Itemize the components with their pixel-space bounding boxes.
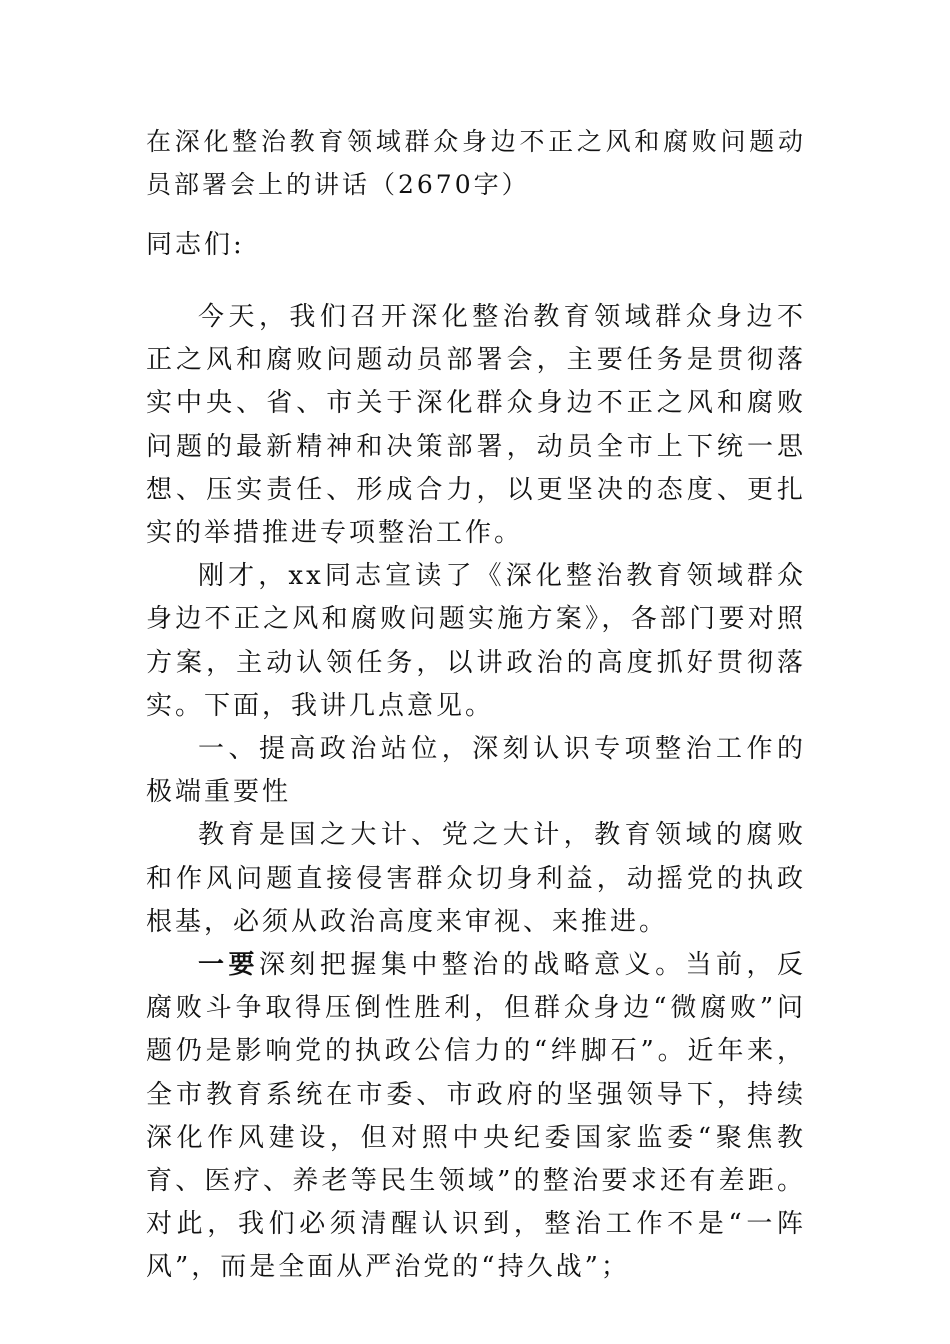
paragraph-education-importance: 教育是国之大计、党之大计，教育领域的腐败和作风问题直接侵害群众切身利益，动摇党的执政根基，必须从政治高度来审视、来推进。 [146, 820, 806, 937]
point-one-lead: 一要 [198, 950, 259, 981]
paragraph-opening: 今天，我们召开深化整治教育领域群众身边不正之风和腐败问题动员部署会，主要任务是贯彻落实中央、省、市关于深化群众身边不正之风和腐败问题的最新精神和决策部署，动员全市上下统一思想、压实责任、形成合力，以更坚决的态度、更扎实的举措推进专项整治工作。 [146, 302, 806, 549]
salutation: 同志们: [146, 230, 245, 260]
document-body [146, 296, 806, 1290]
paragraph-point-one [146, 944, 806, 1290]
point-one-text: 深刻把握集中整治的战略意义。当前，反腐败斗争取得压倒性胜利，但群众身边“微腐败”问题仍是影响党的执政公信力的“绊脚石”。近年来，全市教育系统在市委、市政府的坚强领导下，持续深化作风建设，但对照中央纪委国家监委“聚焦教育、医疗、养老等民生领域”的整治要求还有差距。对此，我们必须清醒认识到，整治工作不是“一阵风”，而是全面从严治党的“持久战”； [146, 950, 806, 1283]
paragraph-plan-reading: 刚才，xx同志宣读了《深化整治教育领域群众身边不正之风和腐败问题实施方案》，各部门要对照方案，主动认领任务，以讲政治的高度抓好贯彻落实。下面，我讲几点意见。 [146, 561, 806, 721]
section-heading-1: 一、提高政治站位，深刻认识专项整治工作的极端重要性 [146, 734, 806, 808]
document-title: 在深化整治教育领域群众身边不正之风和腐败问题动员部署会上的讲话（2670字） [146, 127, 806, 200]
